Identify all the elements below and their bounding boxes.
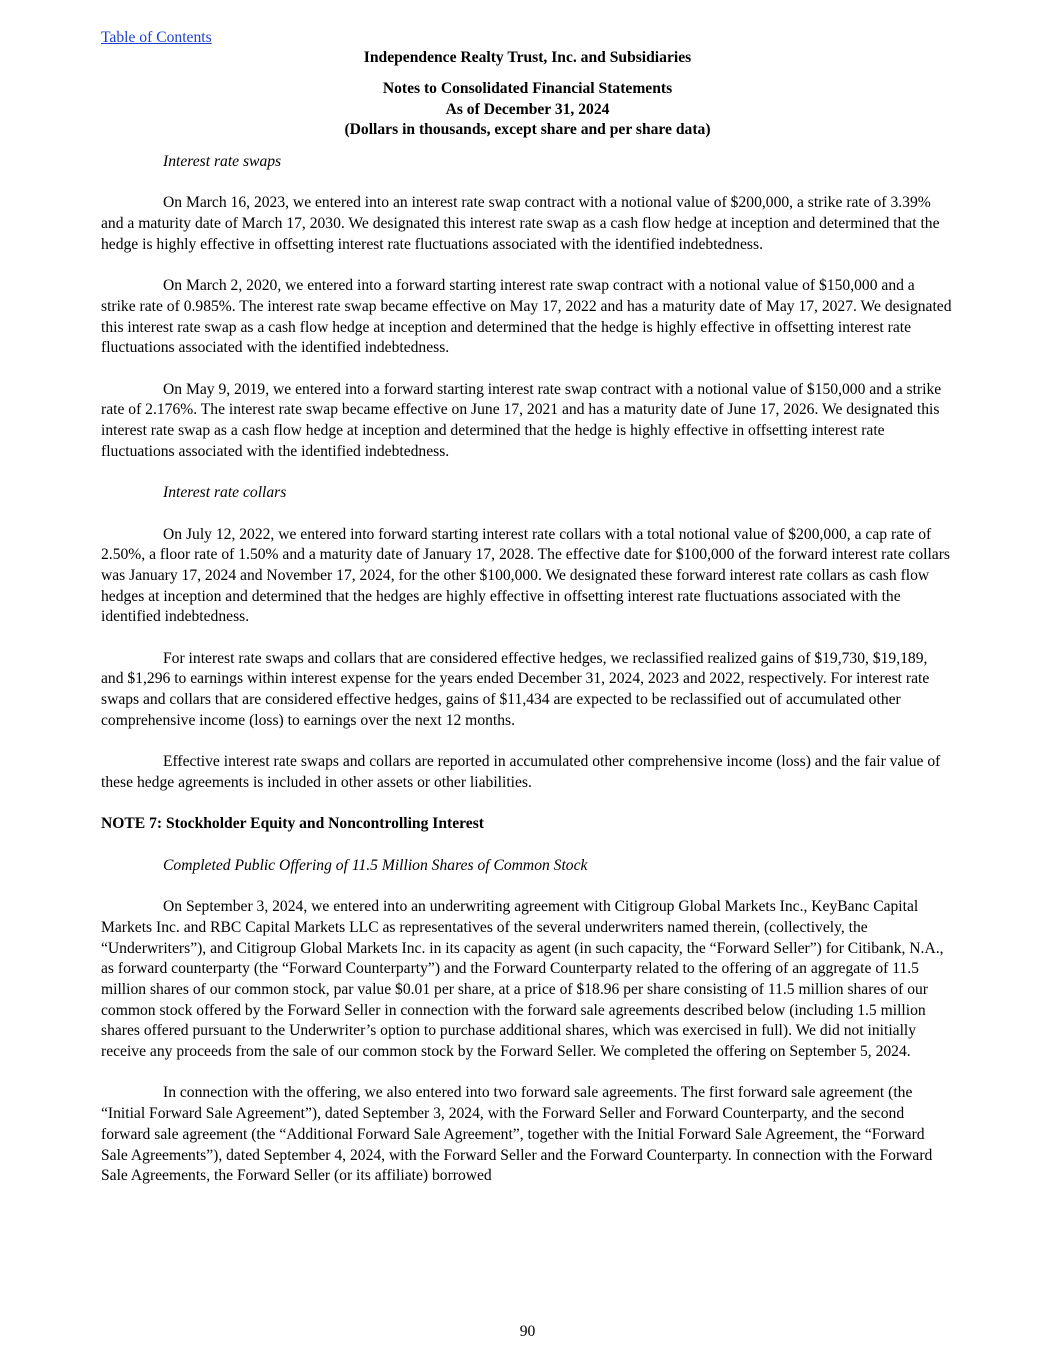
section-heading-collars: Interest rate collars [163,484,287,502]
page-number: 90 [519,1323,536,1340]
document-body [101,152,953,1187]
note-7-heading: NOTE 7: Stockholder Equity and Noncontrolling Interest [101,815,484,833]
notes-date: As of December 31, 2024 [445,100,610,118]
section-heading-offering: Completed Public Offering of 11.5 Million Shares of Common Stock [163,856,588,874]
notes-units: (Dollars in thousands, except share and per share data) [344,121,711,139]
swap-paragraph-2: On March 2, 2020, we entered into a forward starting interest rate swap contract with a notional value of $150,000 and a strike rate of 0.985%. The interest rate swap became effective on May 17, 2022 and has a maturity date of May 17, 2027. We designated this interest rate swap as a cash flow hedge at inception and determined that the hedge is highly effective in offsetting interest rate fluctuations associated with the identified indebtedness. [101,277,952,357]
swap-paragraph-1: On March 16, 2023, we entered into an interest rate swap contract with a notional value of $200,000, a strike rate of 3.39% and a maturity date of March 17, 2030. We designated this interest rate swap as a cash flow hedge at inception and determined that the hedge is highly effective in offsetting interest rate fluctuations associated with the identified indebtedness. [101,194,940,253]
collar-paragraph-2: For interest rate swaps and collars that are considered effective hedges, we reclassified realized gains of $19,730, $19,189, and $1,296 to earnings within interest expense for the years ended December 31, 2024, 2023 and 2022, respectively. For interest rate swaps and collars that are considered effective hedges, gains of $11,434 are expected to be reclassified out of accumulated other comprehensive income (loss) to earnings over the next 12 months. [101,649,930,729]
company-name: Independence Realty Trust, Inc. and Subsidiaries [363,49,692,66]
offering-paragraph-1: On September 3, 2024, we entered into an underwriting agreement with Citigroup Global Markets Inc., KeyBanc Capital Markets Inc. and RBC Capital Markets LLC as representatives of the several underwriters named therein, (collectively, the “Underwriters”), and Citigroup Global Markets Inc. in its capacity as agent (in such capacity, the “Forward Seller”) for Citibank, N.A., as forward counterparty (the “Forward Counterparty”) and the Forward Counterparty related to the offering of an aggregate of 11.5 million shares of our common stock, par value $0.01 per share, at a price of $18.96 per share consisting of 11.5 million shares of our common stock offered by the Forward Seller in connection with the forward sale agreements described below (including 1.5 million shares offered pursuant to the Underwriter’s option to purchase additional shares, which was exercised in full). We did not initially receive any proceeds from the sale of our common stock by the Forward Seller. We completed the offering on September 5, 2024. [101,898,944,1061]
section-heading-swaps: Interest rate swaps [163,153,282,170]
table-of-contents-link[interactable]: Table of Contents [101,29,212,46]
notes-title: Notes to Consolidated Financial Statements [382,80,673,97]
swap-paragraph-3: On May 9, 2019, we entered into a forward starting interest rate swap contract with a notional value of $150,000 and a strike rate of 2.176%. The interest rate swap became effective on June 17, 2021 and has a maturity date of June 17, 2026. We designated this interest rate swap as a cash flow hedge at inception and determined that the hedge is highly effective in offsetting interest rate fluctuations associated with the identified indebtedness. [101,380,942,460]
notes-header [0,79,1055,141]
offering-paragraph-2: In connection with the offering, we also entered into two forward sale agreements. The first forward sale agreement (the “Initial Forward Sale Agreement”), dated September 3, 2024, with the Forward Seller and Forward Counterparty, and the second forward sale agreement (the “Additional Forward Sale Agreement”, together with the Initial Forward Sale Agreement, the “Forward Sale Agreements”), dated September 4, 2024, with the Forward Seller and the Forward Counterparty. In connection with the Forward Sale Agreements, the Forward Seller (or its affiliate) borrowed [101,1084,933,1185]
collar-paragraph-1: On July 12, 2022, we entered into forward starting interest rate collars with a total notional value of $200,000, a cap rate of 2.50%, a floor rate of 1.50% and a maturity date of January 17, 2028. The effective date for $100,000 of the forward interest rate collars was January 17, 2024 and November 17, 2024, for the other $100,000. We designated these forward interest rate collars as cash flow hedges at inception and determined that the hedges are highly effective in offsetting interest rate fluctuations associated with the identified indebtedness. [101,525,950,626]
collar-paragraph-3: Effective interest rate swaps and collars are reported in accumulated other comprehensive income (loss) and the fair value of these hedge agreements is included in other assets or other liabilities. [101,753,941,791]
